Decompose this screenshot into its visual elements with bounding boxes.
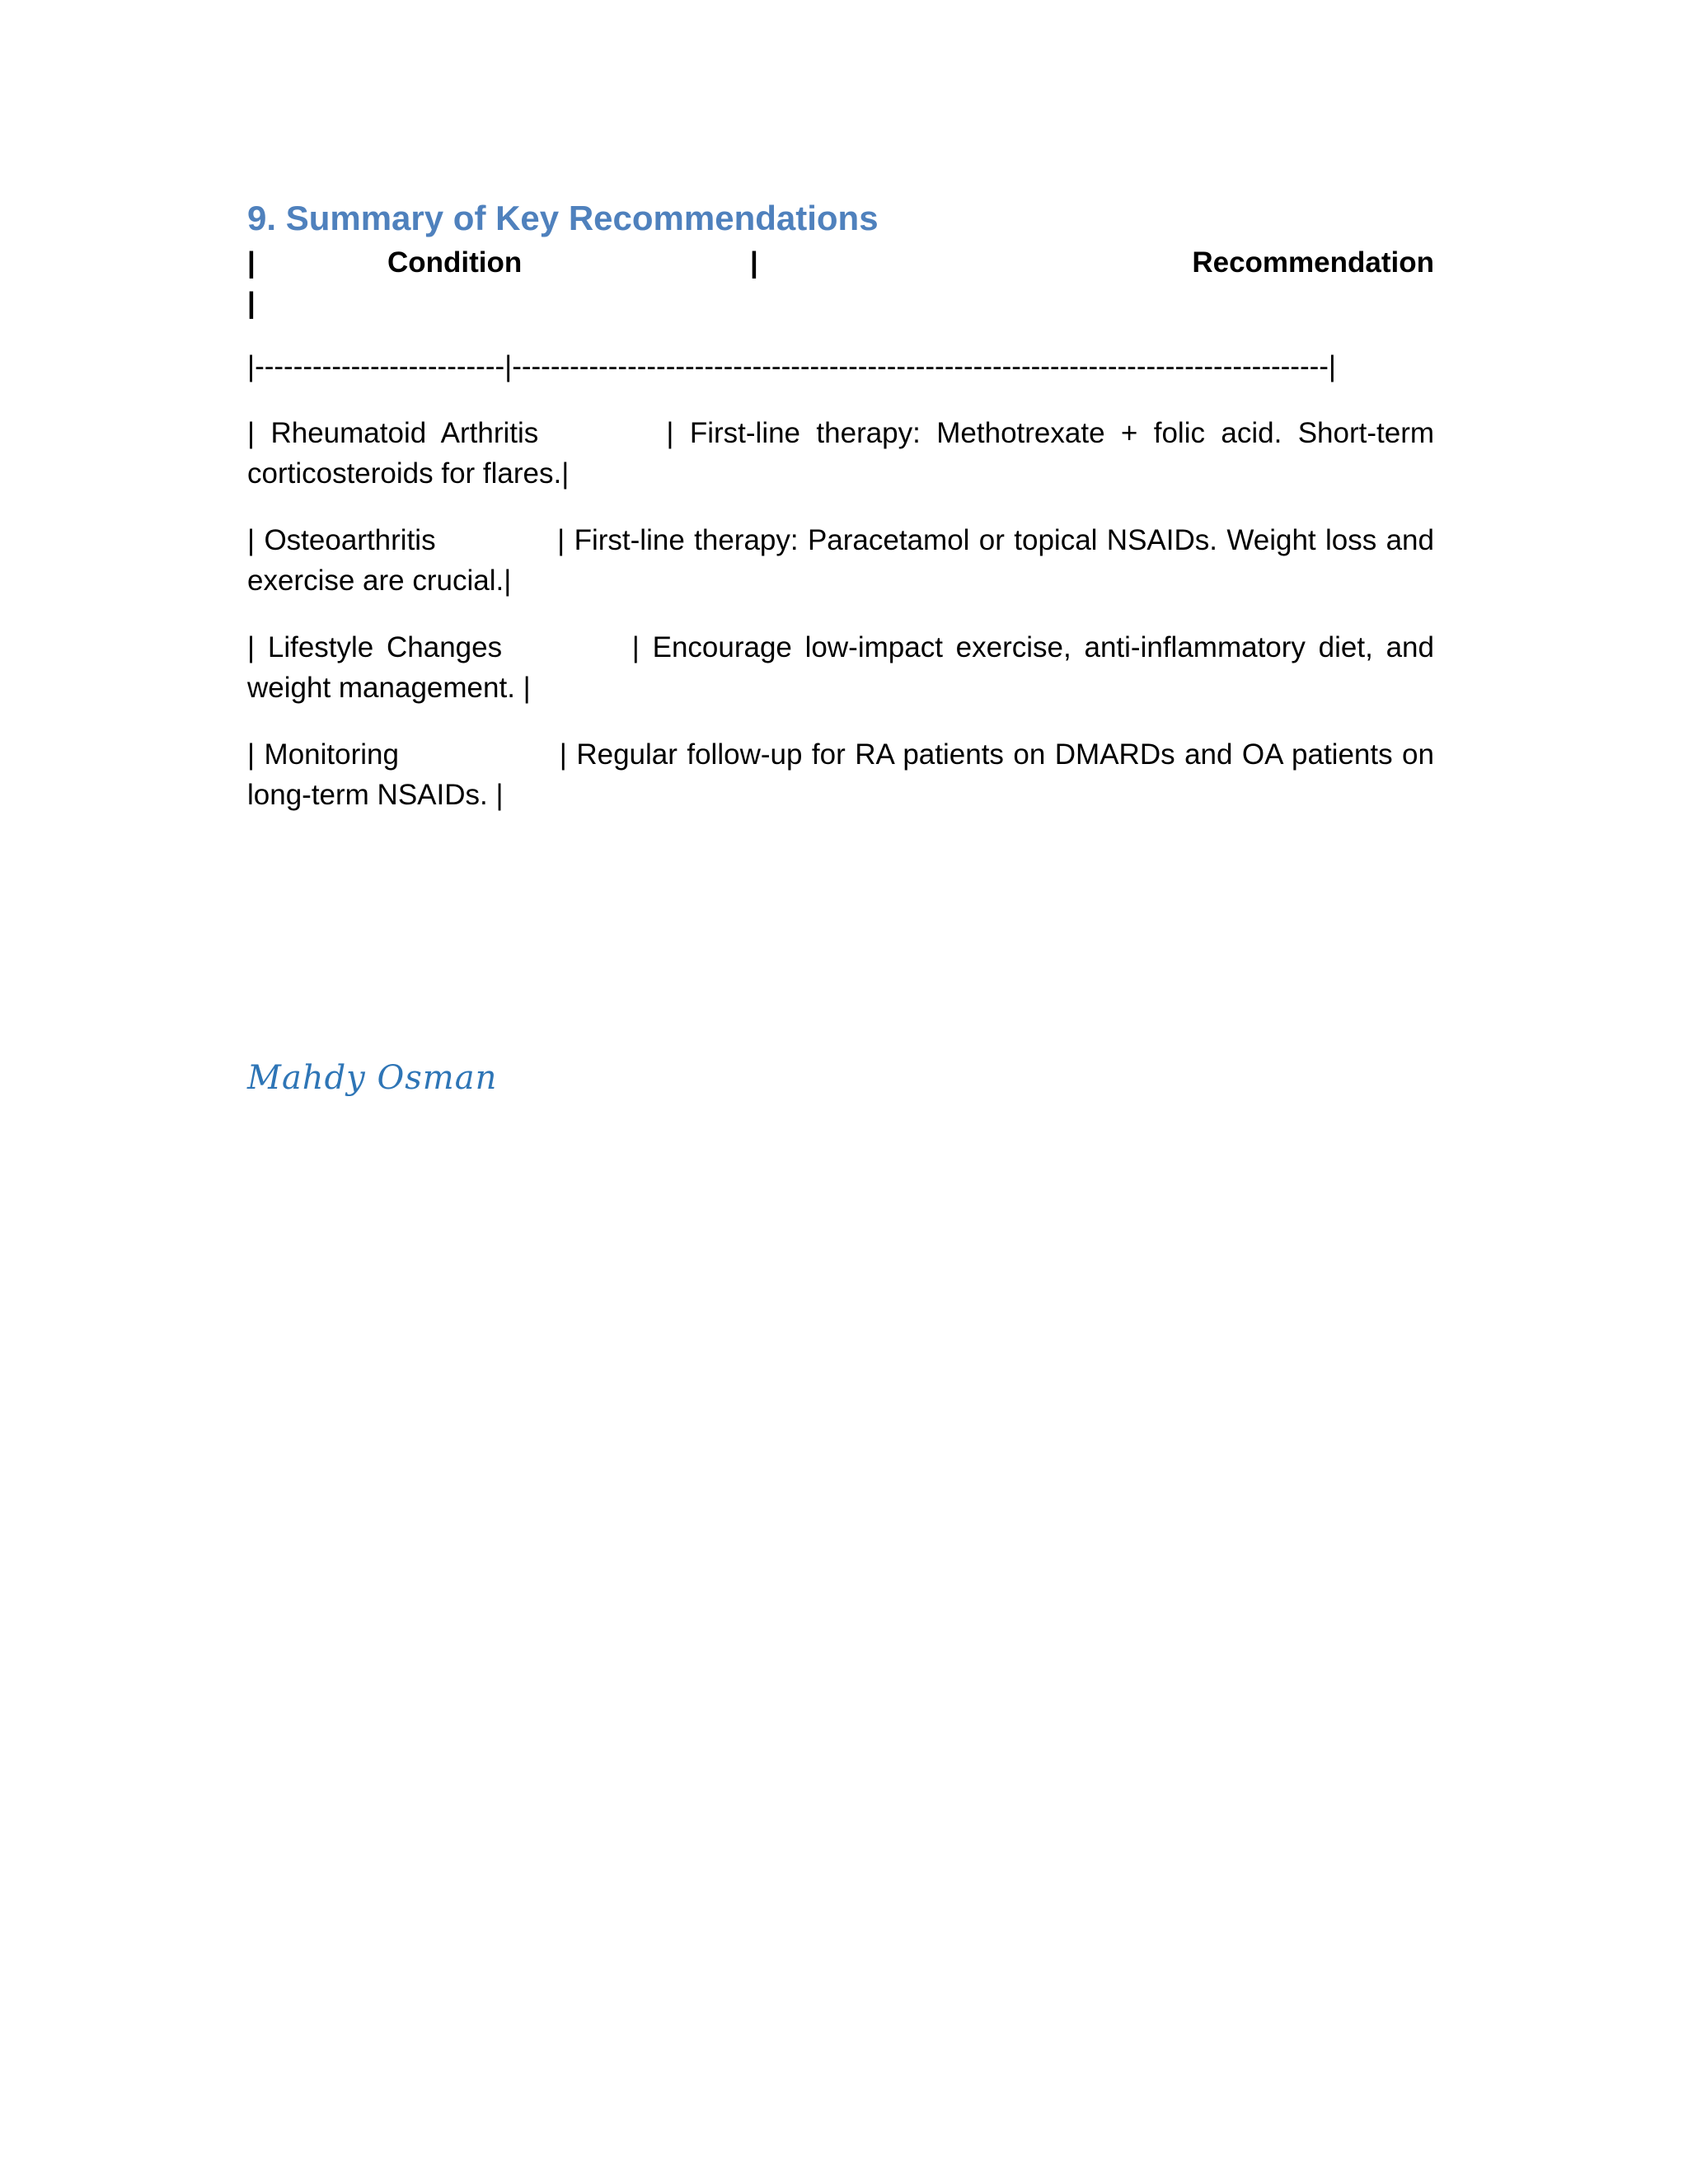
table-row [247, 413, 1434, 494]
row-recommendation: | Encourage low-impact exercise, anti-inflammatory diet, and weight management. | [247, 631, 1434, 704]
table-row [247, 520, 1434, 601]
row-recommendation: | First-line therapy: Paracetamol or topical NSAIDs. Weight loss and exercise are crucial.| [247, 524, 1434, 597]
row-condition: | Rheumatoid Arthritis [247, 417, 667, 449]
table-header [247, 242, 1434, 323]
header-condition: Condition [387, 246, 523, 279]
table-row [247, 734, 1434, 815]
row-condition: | Lifestyle Changes [247, 631, 632, 663]
header-pipe-left: | [247, 246, 256, 279]
row-recommendation: | First-line therapy: Methotrexate + folic acid. Short-term corticosteroids for flares.| [247, 417, 1435, 490]
table-separator: |--------------------------|-------------------------------------------------------------------------------------| [247, 350, 1337, 382]
table-row [247, 627, 1434, 708]
row-condition: | Osteoarthritis [247, 524, 558, 556]
document-content [247, 194, 1434, 815]
header-pipe-right: | [247, 287, 256, 319]
header-recommendation: Recommendation [1192, 246, 1434, 279]
row-condition: | Monitoring [247, 738, 560, 771]
signature: Mahdy Osman [247, 1059, 498, 1097]
section-heading: 9. Summary of Key Recommendations [247, 199, 879, 237]
row-recommendation: | Regular follow-up for RA patients on DMARDs and OA patients on long-term NSAIDs. | [247, 738, 1434, 811]
header-pipe-mid: | [750, 246, 758, 279]
